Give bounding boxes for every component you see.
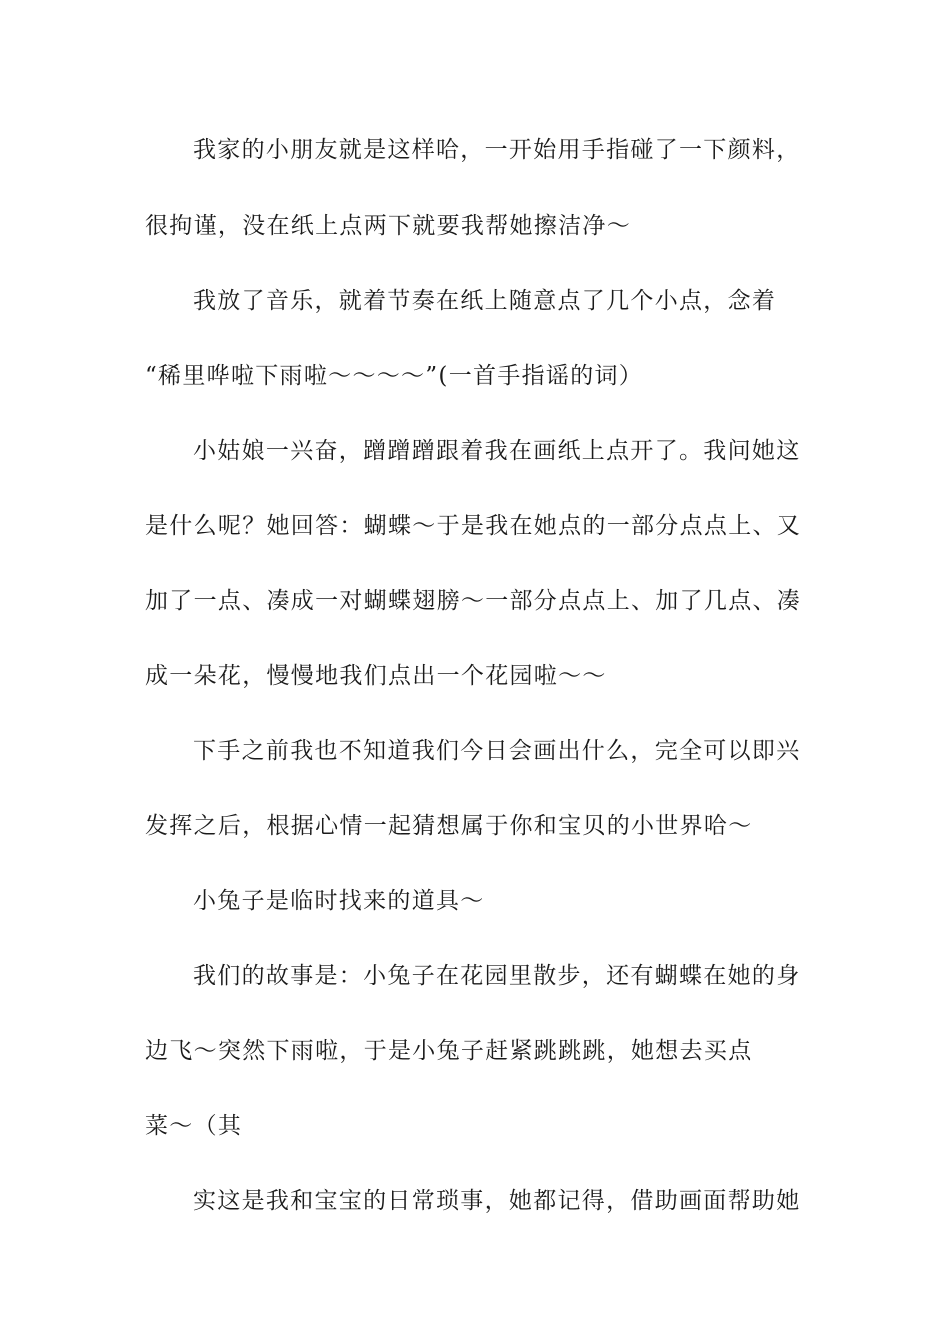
paragraph-line: 很拘谨，没在纸上点两下就要我帮她擦洁净～ [145,213,631,239]
paragraph-line: 是什么呢？她回答：蝴蝶～于是我在她点的一部分点点上、又 [145,513,802,539]
paragraph-line: 小兔子是临时找来的道具～ [193,888,485,914]
paragraph-line: 我家的小朋友就是这样哈，一开始用手指碰了一下颜料， [193,137,801,163]
paragraph-line: 下手之前我也不知道我们今日会画出什么，完全可以即兴 [193,738,801,764]
paragraph-line: 小姑娘一兴奋，蹭蹭蹭跟着我在画纸上点开了。我问她这 [193,438,801,464]
paragraph-line: 实这是我和宝宝的日常琐事，她都记得，借助画面帮助她 [193,1188,801,1214]
paragraph-line: 发挥之后，根据心情一起猜想属于你和宝贝的小世界哈～ [145,813,753,839]
paragraph-line: 成一朵花，慢慢地我们点出一个花园啦～～ [145,663,607,689]
paragraph-line: 加了一点、凑成一对蝴蝶翅膀～一部分点点上、加了几点、凑 [145,588,802,614]
paragraph-line: 菜～（其 [145,1113,243,1139]
paragraph-line: 我们的故事是：小兔子在花园里散步，还有蝴蝶在她的身 [193,963,801,989]
paragraph-line: 我放了音乐，就着节奏在纸上随意点了几个小点，念着 [193,288,777,314]
paragraph-line: “稀里哗啦下雨啦～～～～”(一首手指谣的词） [145,363,644,389]
paragraph-line: 边飞～突然下雨啦，于是小兔子赶紧跳跳跳，她想去买点 [145,1038,753,1064]
